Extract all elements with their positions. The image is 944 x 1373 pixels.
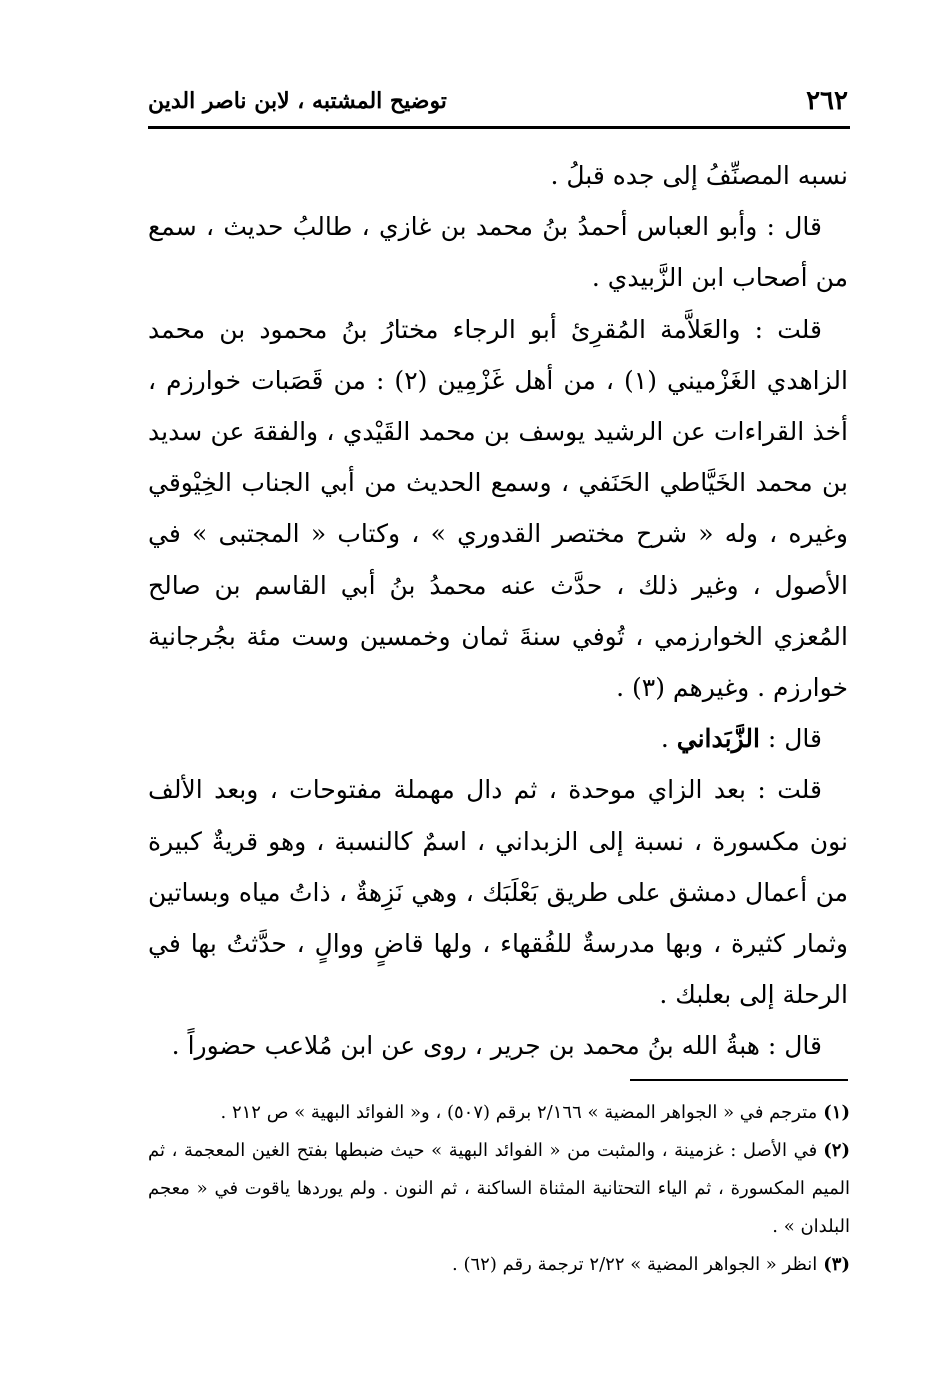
footnote-number: (١) xyxy=(823,1102,850,1123)
page-header xyxy=(148,82,848,124)
paragraph-4 xyxy=(148,713,848,764)
header-rule xyxy=(148,126,850,129)
footnote-3 xyxy=(148,1246,850,1284)
footnote-number: (٣) xyxy=(823,1254,850,1275)
page-number: ٢٦٢ xyxy=(806,86,848,116)
main-text xyxy=(148,150,848,1072)
paragraph-4-prefix: قال : xyxy=(759,724,822,754)
footnote-text: في الأصل : غزمينة ، والمثبت من « الفوائد البهية » حيث ضبطها بفتح الغين المعجمة ، ثم الميم المكسورة ، ثم الياء التحتانية المثناة الساكنة ، ثم النون . ولم يوردها ياقوت في « معجم البلدان » . xyxy=(148,1140,850,1237)
paragraph-4-suffix: . xyxy=(660,724,677,754)
paragraph-6: قال : هبةُ الله بنُ محمد بن جرير ، روى عن ابن مُلاعب حضوراً . xyxy=(171,1031,822,1061)
footnote-rule xyxy=(630,1079,848,1081)
paragraph-1: نسبه المصنِّفُ إلى جده قبلُ . xyxy=(550,161,848,190)
paragraph-2: قال : وأبو العباس أحمدُ بنُ محمد بن غازي ، طالبُ حديث ، سمع من أصحاب ابن الزَّبيدي . xyxy=(148,212,848,293)
footnote-number: (٢) xyxy=(823,1140,850,1161)
paragraph-3: قلت : والعَلاَّمة المُقرِئ أبو الرجاء مختارُ بنُ محمود بن محمد الزاهدي الغَزْميني (١) ، من أهل غَزْمِين (٢) : من قَصَبات خوارزم ، أخذ القراءات عن الرشيد يوسف بن محمد القَيْدي ، والفقهَ عن سديد بن محمد الخَيَّاطي الحَنَفي ، وسمع الحديث من أبي الجناب الخِيْوقي وغيره ، وله « شرح مختصر القدوري » ، وكتاب « المجتبى » في الأصول ، وغير ذلك ، حدَّث عنه محمدُ بنُ أبي القاسم بن صالح المُعزي الخوارزمي ، تُوفي سنةَ ثمان وخمسين وست مئة بجُرجانية خوارزم . وغيرهم (٣) . xyxy=(148,314,848,703)
footnote-text: انظر « الجواهر المضية » ٢/٢٢ ترجمة رقم (٦٢) . xyxy=(452,1254,818,1275)
footnotes xyxy=(148,1094,850,1284)
paragraph-5: قلت : بعد الزاي موحدة ، ثم دال مهملة مفتوحات ، وبعد الألف نون مكسورة ، نسبة إلى الزبداني ، اسمٌ كالنسبة ، وهو قريةٌ كبيرة من أعمال دمشق على طريق بَعْلَبَك ، وهي نَزِهةٌ ، ذاتُ مياه وبساتين وثمار كثيرة ، وبها مدرسةٌ للفُقهاء ، ولها قاضٍ ووالٍ ، حدَّثتُ بها في الرحلة إلى بعلبك . xyxy=(148,775,848,1010)
footnote-text: مترجم في « الجواهر المضية » ٢/١٦٦ برقم (٥٠٧) ، و« الفوائد البهية » ص ٢١٢ . xyxy=(220,1102,818,1123)
running-title: توضيح المشتبه ، لابن ناصر الدين xyxy=(148,88,447,114)
footnote-2 xyxy=(148,1132,850,1246)
footnote-1 xyxy=(148,1094,850,1132)
entry-heading: الزَّبَداني xyxy=(676,724,760,754)
